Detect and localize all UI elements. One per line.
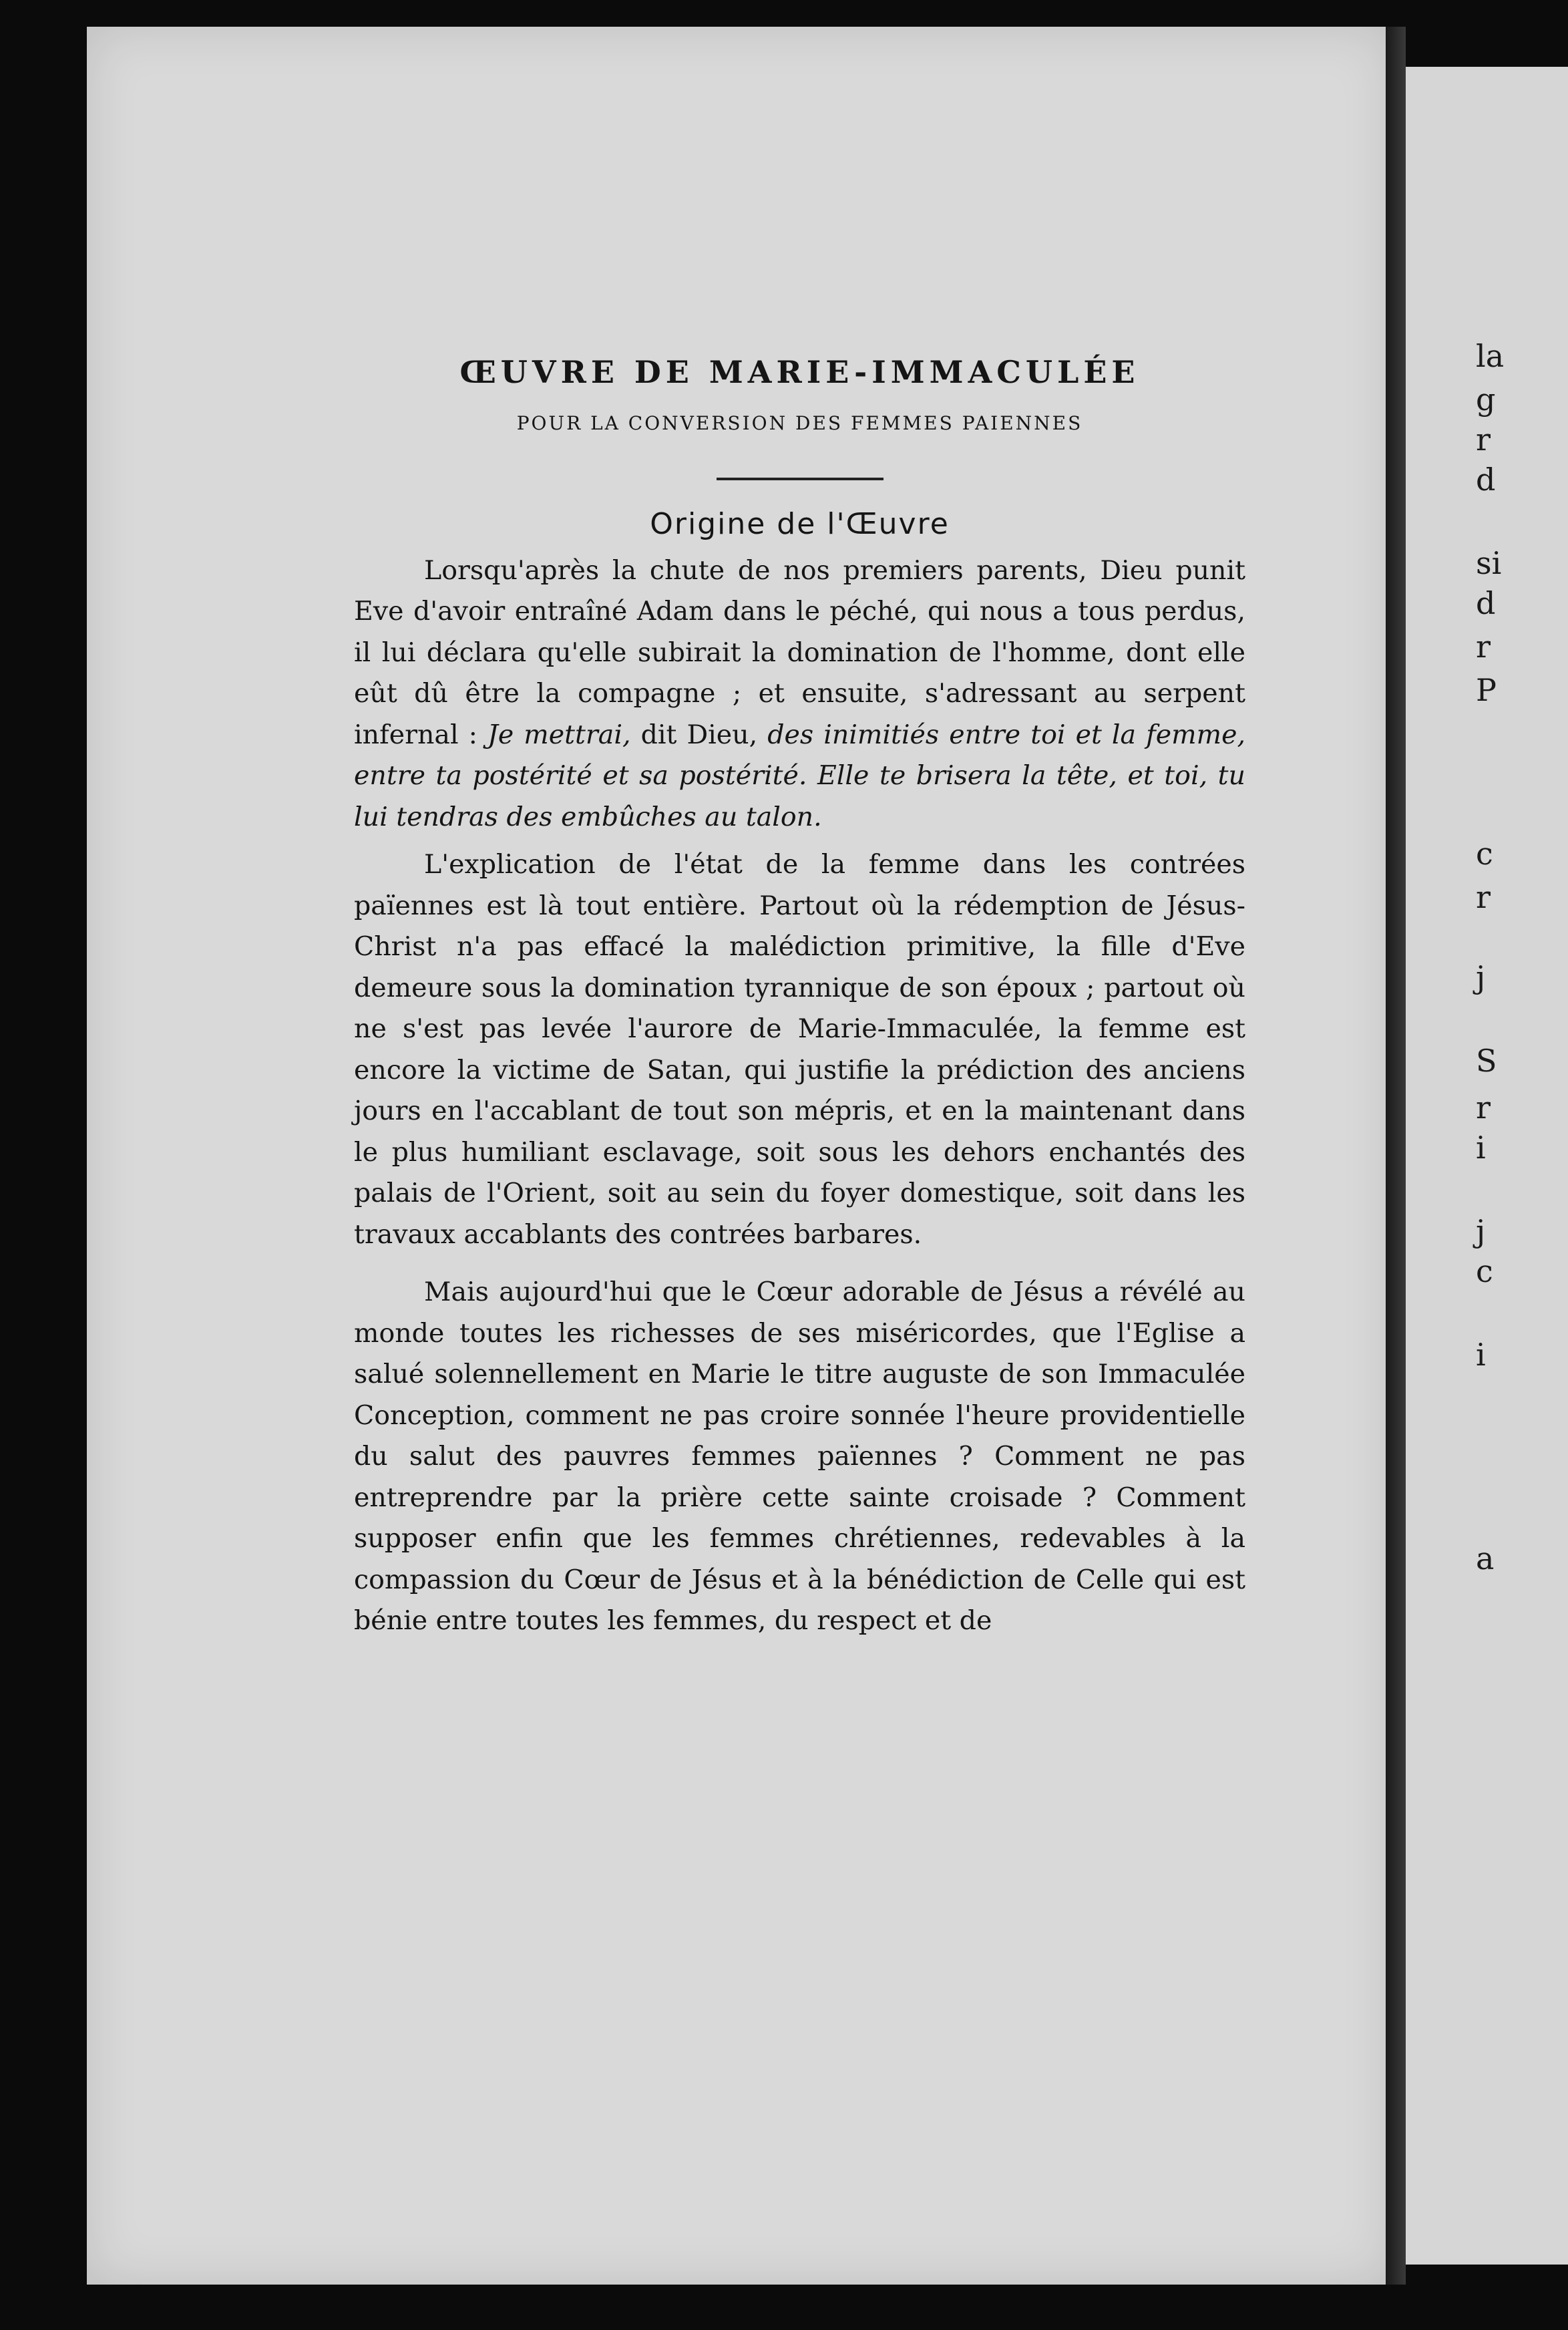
facing-page-text: r <box>1476 629 1491 665</box>
facing-page-text: d <box>1476 585 1496 621</box>
facing-page-text: la <box>1476 338 1505 374</box>
title-divider <box>717 478 884 480</box>
facing-page-text: i <box>1476 1337 1486 1373</box>
facing-page-text: j <box>1476 1213 1486 1249</box>
facing-page-text: si <box>1476 545 1502 581</box>
document-subtitle: POUR LA CONVERSION DES FEMMES PAIENNES <box>516 412 1083 435</box>
facing-page-text: c <box>1476 1253 1493 1289</box>
document-body <box>354 354 1245 1642</box>
paragraph-explanation: L'explication de l'état de la femme dans les contrées païennes est là tout entière. Partout où la rédemption de Jésus-Christ n'a pas effacé la malédiction primitive, la fille d'Eve demeure sous la domination tyrannique de son époux ; partout où ne s'est pas levée l'aurore de Marie-Immaculée, la femme est encore la victime de Satan, qui justifie la prédiction des anciens jours en l'accablant de tout son mépris, et en la maintenant dans le plus humiliant esclavage, soit sous les dehors enchantés des palais de l'Orient, soit au sein du foyer domestique, soit dans les travaux accablants des contrées barbares. <box>354 849 1245 1250</box>
facing-page-text: i <box>1476 1130 1486 1166</box>
facing-page-text: j <box>1476 959 1486 995</box>
section-heading: Origine de l'Œuvre <box>650 506 950 541</box>
quotation-italic: des inimitiés entre toi et la femme, entre ta postérité et sa postérité. Elle te brisera la tête, et toi, tu lui tendras des embûches au talon. <box>354 719 1246 832</box>
facing-page-text: a <box>1476 1540 1495 1576</box>
facing-page-text: r <box>1476 1090 1491 1126</box>
facing-page-text: S <box>1476 1043 1497 1079</box>
paragraph-appeal: Mais aujourd'hui que le Cœur adorable de Jésus a révélé au monde toutes les richesses de ses miséricordes, que l'Eglise a salué solennellement en Marie le titre auguste de son Immaculée Conception, comment ne pas croire sonnée l'heure providentielle du salut des pauvres femmes païennes ? Comment ne pas entreprendre par la prière cette sainte croisade ? Comment supposer enfin que les femmes chrétiennes, redevables à la compassion du Cœur de Jésus et à la bénédiction de Celle qui est bénie entre toutes les femmes, du respect et de <box>354 1277 1245 1637</box>
paragraph-text: dit Dieu, <box>630 719 768 750</box>
facing-page-text: r <box>1476 879 1491 915</box>
page-gutter <box>1386 27 1406 2285</box>
document-title: ŒUVRE DE MARIE-IMMACULÉE <box>459 354 1140 390</box>
facing-page-text: P <box>1476 672 1497 708</box>
facing-page-text: r <box>1476 422 1491 458</box>
facing-page-text: d <box>1476 462 1496 498</box>
facing-page-text: c <box>1476 836 1493 872</box>
facing-page-text: g <box>1476 381 1496 418</box>
quotation-italic: Je mettrai, <box>487 719 631 750</box>
paragraph-text: Lorsqu'après la chute de nos premiers parents, Dieu punit Eve d'avoir entraîné Adam dans le péché, qui nous a tous perdus, il lui déclara qu'elle subirait la domination de l'homme, dont elle eût dû être la compagne ; et ensuite, s'adressant au serpent infernal : <box>354 554 1245 750</box>
paragraph-origin <box>354 550 1245 838</box>
